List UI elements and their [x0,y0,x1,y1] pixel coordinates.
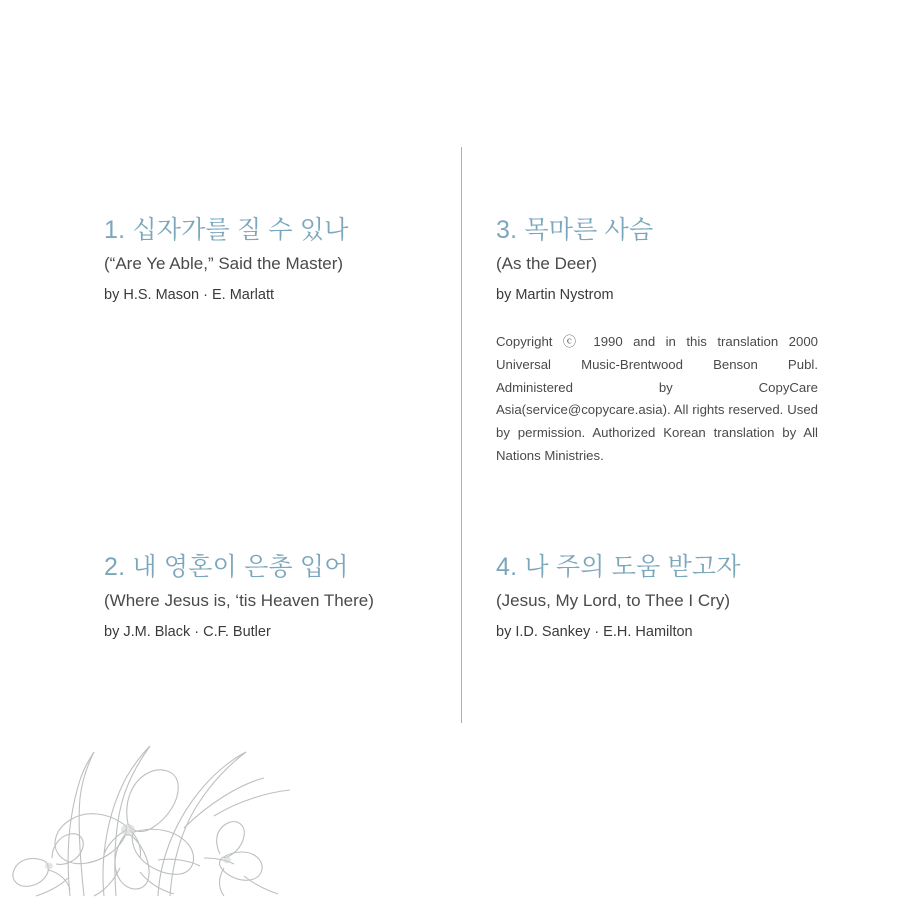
entry-credit: by J.M. Black · C.F. Butler [104,624,271,641]
entry-subtitle: (Where Jesus is, ‘tis Heaven There) [104,591,374,610]
entry-block [104,552,444,642]
entry-title: 1. 십자가를 질 수 있나 [104,216,349,244]
entry-2 [104,552,444,642]
entry-3 [496,215,836,467]
entry-block [496,552,836,642]
entry-credit: by I.D. Sankey · E.H. Hamilton [496,624,693,641]
entry-subtitle: (Jesus, My Lord, to Thee I Cry) [496,591,730,610]
entry-block [496,215,836,467]
entry-title: 2. 내 영혼이 은총 입어 [104,553,349,581]
entry-credit: by Martin Nystrom [496,287,614,304]
entry-block [104,215,444,305]
entry-title: 4. 나 주의 도움 받고자 [496,553,741,581]
entry-credit: by H.S. Mason · E. Marlatt [104,287,275,304]
entry-subtitle: (As the Deer) [496,254,598,273]
floral-ornament-icon [8,708,338,898]
entry-4 [496,552,836,642]
copyright-notice: Copyright ⓒ 1990 and in this translation 2000 Universal Music-Brentwood Benson Publ. Administered by CopyCare Asia(service@copycare.asia). All rights reserved. Used by permission. Authorized Korean translation by All Nations Ministries. [496,334,818,463]
column-divider [461,147,462,723]
entry-title: 3. 목마른 사슴 [496,216,654,244]
entry-subtitle: (“Are Ye Able,” Said the Master) [104,254,344,273]
entry-1 [104,215,444,305]
